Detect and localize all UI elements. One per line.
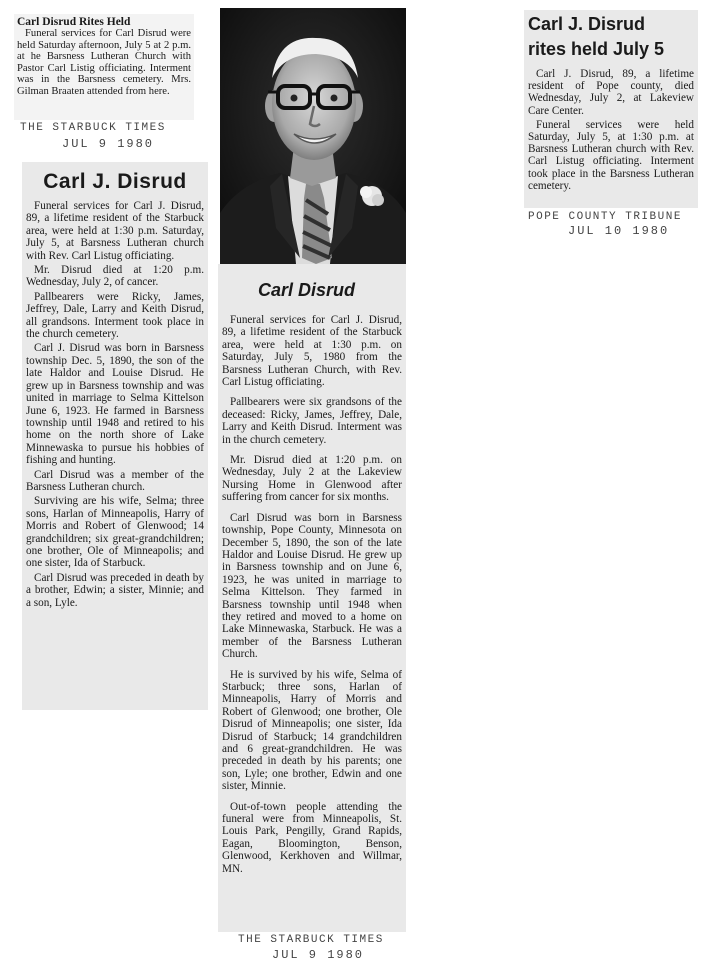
headline: Carl J. Disrud: [43, 170, 187, 193]
portrait-illustration: [220, 8, 406, 264]
paragraph: He is survived by his wife, Selma of Starbuck; three sons, Harlan of Minneapolis, Harry of Morris and Robert of Glenwood; one brother, Ole Disrud of Minneapolis; one sister, Ida Disrud of Starbuck; 14 grandchildren and 6 great-grandchildren. He was preceded in death by his parents; one son, Lyle; one brother, Edwin and one sister, Minnie.: [222, 668, 402, 793]
paragraph: Carl Disrud was born in Barsness township, Pope County, Minnesota on December 5, 1890, the son of the late Haldor and Louise Disrud. He grew up in Barsness township and on June 6, 1923, he was united in marriage to Selma Kittelson. They farmed in Barsness township until 1948 when they retired and moved to a home on Lake Minnewaska, Starbuck. He was a member of the Barsness Lutheran Church.: [222, 511, 402, 661]
paragraph: Carl Disrud was a member of the Barsness Lutheran church.: [26, 468, 204, 493]
paragraph: Pallbearers were Ricky, James, Jeffrey, Dale, Larry and Keith Disrud, all grandsons. Interment took place in the church cemetery.: [26, 290, 204, 341]
source-label: THE STARBUCK TIMES: [20, 122, 166, 134]
headline-line-2: rites held July 5: [528, 39, 665, 59]
paragraph: Mr. Disrud died at 1:20 p.m. Wednesday, July 2, of cancer.: [26, 264, 204, 289]
paragraph: Carl Disrud was preceded in death by a brother, Edwin; a sister, Minnie; and a son, Lyle.: [26, 571, 204, 609]
clipping-rites-july-5: [524, 10, 698, 208]
paragraph: Funeral services for Carl Disrud were held Saturday afternoon, July 5 at 2 p.m. at he Barsness Lutheran Church with Pastor Carl Listig officiating. Interment was in the Barsness cemetery. Mrs. Gilman Braaten attended from here.: [17, 28, 191, 97]
paragraph: Funeral services for Carl J. Disrud, 89, a lifetime resident of the Starbuck area, were held at 1:30 p.m. Saturday, July 5, at Barsness Lutheran church with Rev. Carl Listug officiating.: [26, 200, 204, 262]
paragraph: Funeral services for Carl J. Disrud, 89, a lifetime resident of the Starbuck area, were held at 1:30 p.m. on Saturday, July 5, 1980 from the Barsness Lutheran Church, with Rev. Carl Listug officiating.: [222, 314, 402, 389]
headline: Carl Disrud: [258, 280, 356, 300]
clipping-rites-held: [14, 14, 194, 120]
headline: Carl Disrud Rites Held: [17, 16, 131, 28]
paragraph: Pallbearers were six grandsons of the deceased: Ricky, James, Jeffrey, Dale, Larry and Keith Disrud. Interment was in the church cemetery.: [222, 396, 402, 446]
source-label: THE STARBUCK TIMES: [238, 934, 384, 946]
paragraph: Out-of-town people attending the funeral were from Minneapolis, St. Louis Park, Pengilly, Grand Rapids, Eagan, Bloomington, Benson, Glenwood, Kerkhoven and Willmar, MN.: [222, 800, 402, 875]
date-stamp: JUL 10 1980: [568, 224, 670, 238]
clipping-obituary-long: [218, 264, 406, 932]
paragraph: Carl J. Disrud was born in Barsness township Dec. 5, 1890, the son of the late Haldor and Louise Disrud. He grew up in Barsness township and was united in marriage to Selma Kittelson June 6, 1923. He farmed in Barsness township until 1948 and retired to his home on the north shore of Lake Minnewaska to pursue his hobbies of fishing and hunting.: [26, 342, 204, 467]
portrait-photo: [220, 8, 406, 264]
paragraph: Funeral services were held Saturday, July 5, at 1:30 p.m. at Barsness Lutheran church with Rev. Carl Listug officiating. Interment took place in the Barsness Lutheran cemetery.: [528, 118, 694, 192]
paragraph: Carl J. Disrud, 89, a lifetime resident of Pope county, died Wednesday, July 2, at Lakeview Care Center.: [528, 68, 694, 117]
date-stamp: JUL 9 1980: [272, 948, 365, 962]
paragraph: Surviving are his wife, Selma; three sons, Harlan of Minneapolis, Harry of Morris and Robert of Glenwood; 14 grandchildren; six great-grandchildren; one brother, Ole of Minneapolis; and one sister, Ida of Starbuck.: [26, 495, 204, 570]
paragraph: Mr. Disrud died at 1:20 p.m. on Wednesday, July 2 at the Lakeview Nursing Home in Glenwood after suffering from cancer for six months.: [222, 454, 402, 504]
source-label: POPE COUNTY TRIBUNE: [528, 211, 682, 223]
headline-line-1: Carl J. Disrud: [528, 14, 646, 34]
date-stamp: JUL 9 1980: [62, 137, 155, 151]
clipping-obituary-short: [22, 162, 208, 710]
